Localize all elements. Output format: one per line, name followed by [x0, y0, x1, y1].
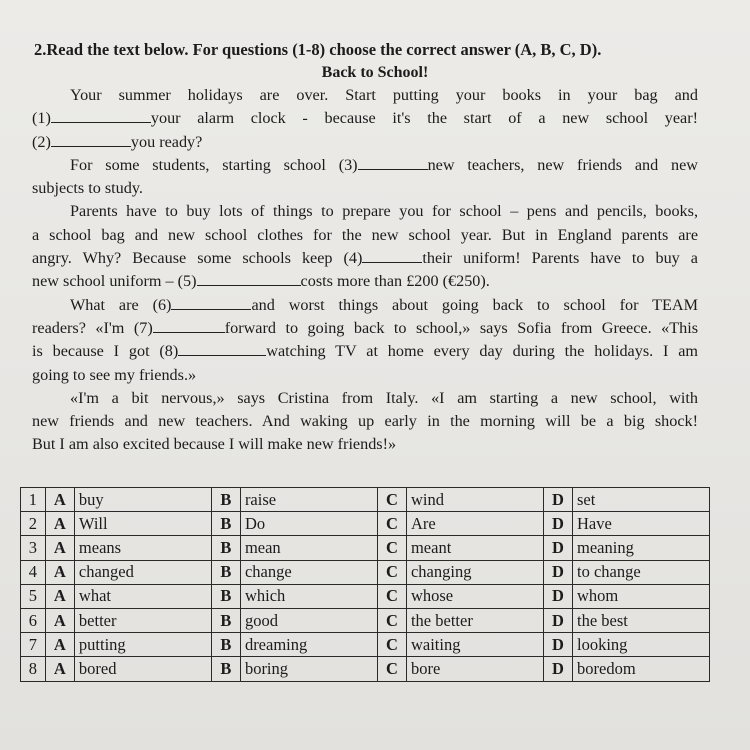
option-b-cell[interactable]: Do [240, 512, 377, 536]
gap-number: (2) [32, 132, 51, 151]
paragraph-2 [32, 154, 698, 201]
option-row [21, 584, 710, 608]
option-letter: A [45, 657, 74, 681]
option-row [21, 488, 710, 512]
question-number: 5 [21, 584, 46, 608]
option-c-cell[interactable]: wind [406, 488, 543, 512]
option-a-cell[interactable]: putting [74, 633, 211, 657]
option-letter: D [543, 488, 572, 512]
option-letter: D [543, 512, 572, 536]
passage-line [32, 107, 698, 130]
option-row [21, 633, 710, 657]
passage-text: your alarm clock - because it's the start of a new school year! [150, 109, 698, 128]
option-letter: D [543, 584, 572, 608]
option-letter: D [543, 536, 572, 560]
passage-text: is because I got (8) [32, 342, 179, 361]
passage-text: and worst things about going back to school for TEAM [251, 295, 698, 314]
question-number: 2 [21, 512, 46, 536]
passage-line: Parents have to buy lots of things to prepare you for school – pens and pencils, books, [70, 202, 698, 221]
option-letter: B [211, 584, 240, 608]
passage-line: Your summer holidays are over. Start putting your books in your bag and [70, 86, 698, 104]
option-d-cell[interactable]: the best [573, 608, 710, 632]
gap-5-blank [197, 271, 301, 286]
passage-text: readers? «I'm (7) [32, 318, 153, 337]
question-number: 1 [21, 488, 46, 512]
option-d-cell[interactable]: boredom [573, 657, 710, 681]
option-d-cell[interactable]: set [573, 488, 710, 512]
passage-text: watching TV at home every day during the holidays. I am [266, 342, 698, 361]
option-letter: B [211, 633, 240, 657]
option-c-cell[interactable]: waiting [406, 633, 543, 657]
option-letter: A [45, 536, 74, 560]
option-a-cell[interactable]: means [74, 536, 211, 560]
option-letter: D [543, 560, 572, 584]
passage-line [32, 317, 698, 340]
option-c-cell[interactable]: changing [406, 560, 543, 584]
option-a-cell[interactable]: Will [74, 512, 211, 536]
gap-4-blank [362, 248, 422, 263]
passage-line [32, 154, 698, 177]
passage-text: forward to going back to school,» says Sofia from Greece. «This [224, 318, 698, 337]
option-letter: A [45, 488, 74, 512]
passage-line: new friends and new teachers. And waking up early in the morning will be a big shock! [32, 412, 698, 431]
passage-line [32, 131, 698, 154]
option-letter: B [211, 536, 240, 560]
passage-line: going to see my friends.» [32, 365, 197, 384]
passage-line: «I'm a bit nervous,» says Cristina from Italy. «I am starting a new school, with [70, 388, 698, 407]
passage-line: But I am also excited because I will make new friends!» [32, 435, 397, 454]
option-letter: B [211, 608, 240, 632]
passage-text: angry. Why? Because some schools keep (4) [32, 249, 363, 268]
option-letter: A [45, 512, 74, 536]
passage-line [32, 270, 698, 293]
option-row [21, 657, 710, 681]
passage-line [32, 294, 698, 317]
option-b-cell[interactable]: boring [240, 657, 377, 681]
option-d-cell[interactable]: looking [573, 633, 710, 657]
option-letter: C [377, 512, 406, 536]
option-letter: B [211, 488, 240, 512]
option-letter: A [45, 560, 74, 584]
paragraph-3 [32, 200, 698, 293]
option-b-cell[interactable]: raise [240, 488, 377, 512]
paragraph-4 [32, 294, 698, 387]
passage-text: new teachers, new friends and new [427, 155, 698, 174]
option-letter: D [543, 633, 572, 657]
passage-line [32, 340, 698, 363]
question-number: 8 [21, 657, 46, 681]
option-d-cell[interactable]: whom [573, 584, 710, 608]
option-b-cell[interactable]: mean [240, 536, 377, 560]
gap-1-blank [51, 108, 151, 123]
option-letter: C [377, 657, 406, 681]
option-c-cell[interactable]: whose [406, 584, 543, 608]
gap-3-blank [358, 155, 428, 170]
option-row [21, 608, 710, 632]
option-b-cell[interactable]: good [240, 608, 377, 632]
option-row [21, 512, 710, 536]
option-letter: C [377, 536, 406, 560]
question-number: 6 [21, 608, 46, 632]
option-letter: A [45, 584, 74, 608]
option-d-cell[interactable]: to change [573, 560, 710, 584]
option-letter: B [211, 560, 240, 584]
option-b-cell[interactable]: dreaming [240, 633, 377, 657]
option-a-cell[interactable]: what [74, 584, 211, 608]
paragraph-5 [32, 387, 698, 457]
option-letter: A [45, 608, 74, 632]
gap-7-blank [153, 318, 225, 333]
option-letter: B [211, 657, 240, 681]
option-d-cell[interactable]: Have [573, 512, 710, 536]
paragraph-1 [32, 84, 698, 154]
gap-8-blank [178, 341, 266, 356]
option-a-cell[interactable]: better [74, 608, 211, 632]
option-b-cell[interactable]: change [240, 560, 377, 584]
option-letter: D [543, 657, 572, 681]
passage-text: new school uniform – (5) [32, 272, 197, 291]
answer-options-table [20, 487, 710, 682]
passage-text: costs more than £200 (€250). [300, 272, 490, 291]
option-a-cell[interactable]: changed [74, 560, 211, 584]
option-c-cell[interactable]: meant [406, 536, 543, 560]
gap-6-blank [171, 295, 251, 310]
option-a-cell[interactable]: bored [74, 657, 211, 681]
option-letter: C [377, 488, 406, 512]
option-letter: B [211, 512, 240, 536]
question-number: 7 [21, 633, 46, 657]
passage-text: their uniform! Parents have to buy a [422, 249, 698, 268]
passage-line: a school bag and new school clothes for the new school year. But in England parents are [32, 225, 698, 244]
gap-number: (1) [32, 109, 51, 128]
gap-2-blank [51, 132, 131, 147]
option-row [21, 536, 710, 560]
passage-title: Back to School! [321, 64, 429, 81]
option-letter: C [377, 633, 406, 657]
passage-text: For some students, starting school (3) [70, 155, 358, 174]
passage-line: subjects to study. [32, 179, 143, 198]
option-letter: D [543, 608, 572, 632]
option-c-cell[interactable]: bore [406, 657, 543, 681]
passage-line [32, 247, 698, 270]
option-letter: C [377, 560, 406, 584]
question-number: 3 [21, 536, 46, 560]
task-heading: 2.Read the text below. For questions (1-8) choose the correct answer (A, B, C, D). [34, 40, 602, 59]
option-letter: A [45, 633, 74, 657]
reading-passage [32, 84, 698, 457]
option-c-cell[interactable]: Are [406, 512, 543, 536]
option-letter: C [377, 608, 406, 632]
option-a-cell[interactable]: buy [74, 488, 211, 512]
option-row [21, 560, 710, 584]
option-c-cell[interactable]: the better [406, 608, 543, 632]
option-letter: C [377, 584, 406, 608]
question-number: 4 [21, 560, 46, 584]
option-b-cell[interactable]: which [240, 584, 377, 608]
passage-text: What are (6) [70, 295, 172, 314]
option-d-cell[interactable]: meaning [573, 536, 710, 560]
passage-text: you ready? [130, 132, 203, 151]
